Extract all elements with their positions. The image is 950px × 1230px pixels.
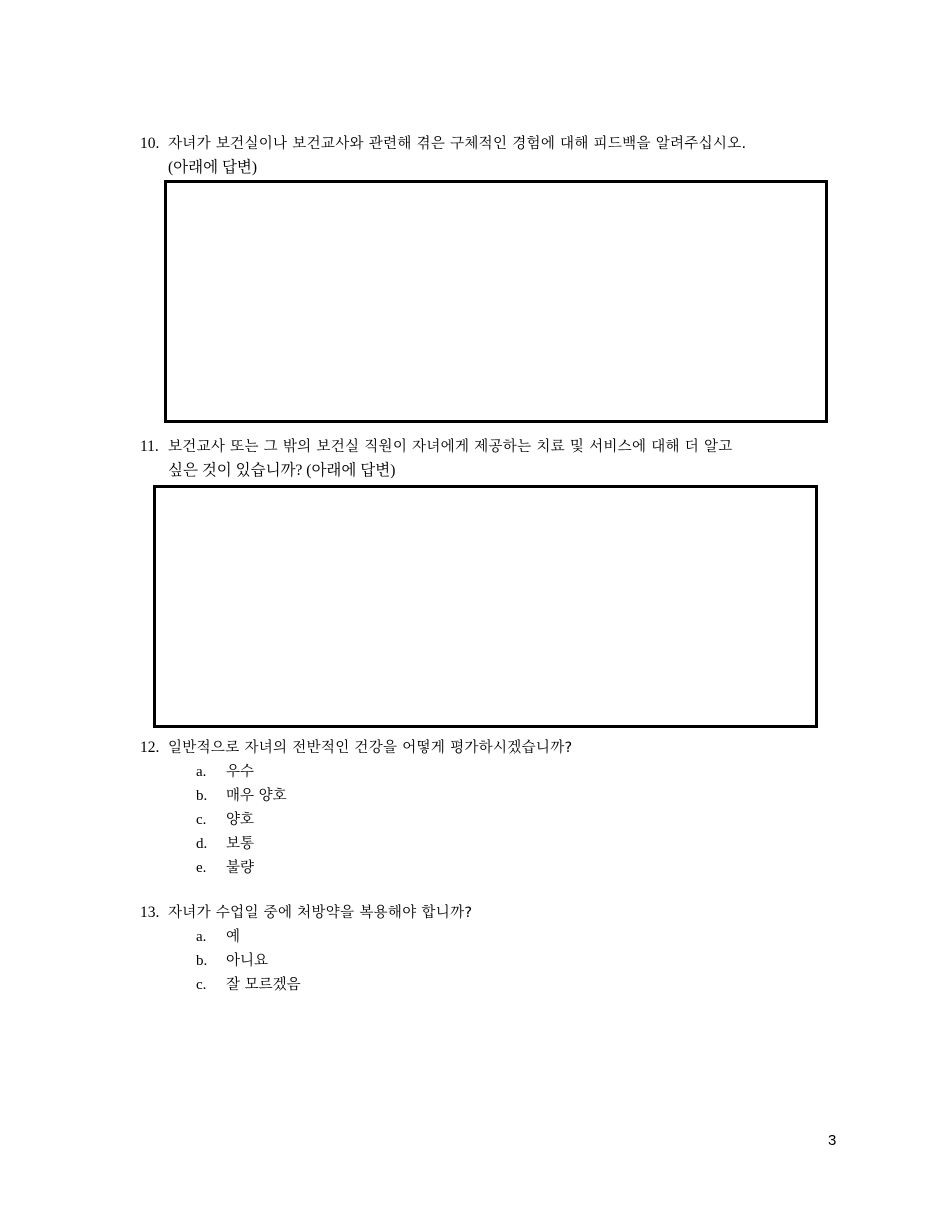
answer-box-11[interactable] xyxy=(153,485,818,728)
question-text: 자녀가 수업일 중에 처방약을 복용해야 합니까? xyxy=(168,905,473,921)
question-number: 10. xyxy=(140,135,160,152)
option-13c[interactable]: c. 잘 모르겠음 xyxy=(196,977,301,993)
question-text: 보건교사 또는 그 밖의 보건실 직원이 자녀에게 제공하는 치료 및 서비스에 대해 더 알고 xyxy=(168,439,733,455)
question-number: 11. xyxy=(140,438,159,455)
option-12c[interactable]: c. 양호 xyxy=(196,812,255,828)
option-label: 잘 모르겠음 xyxy=(226,977,301,993)
option-label: 불량 xyxy=(226,860,255,876)
question-10 xyxy=(140,132,860,180)
option-12d[interactable]: d. 보통 xyxy=(196,836,255,852)
question-text-continued: (아래에 답변) xyxy=(168,159,258,176)
option-label: 매우 양호 xyxy=(226,788,287,804)
page-number: 3 xyxy=(828,1132,837,1149)
option-12b[interactable]: b. 매우 양호 xyxy=(196,788,287,804)
option-label: 보통 xyxy=(226,836,255,852)
question-text: 자녀가 보건실이나 보건교사와 관련해 겪은 구체적인 경험에 대해 피드백을 알려주십시오. xyxy=(168,136,747,152)
answer-box-10[interactable] xyxy=(164,180,828,423)
option-13b[interactable]: b. 아니요 xyxy=(196,953,269,969)
question-11 xyxy=(140,435,860,483)
question-12 xyxy=(140,736,860,760)
question-13 xyxy=(140,901,860,925)
question-text-continued: 싶은 것이 있습니까? (아래에 답변) xyxy=(168,462,396,479)
option-label: 양호 xyxy=(226,812,255,828)
option-label: 아니요 xyxy=(226,953,269,969)
option-13a[interactable]: a. 예 xyxy=(196,929,241,945)
option-label: 우수 xyxy=(226,764,255,780)
question-number: 12. xyxy=(140,739,160,756)
option-12e[interactable]: e. 불량 xyxy=(196,860,255,876)
option-12a[interactable]: a. 우수 xyxy=(196,764,255,780)
option-label: 예 xyxy=(226,929,241,945)
question-text: 일반적으로 자녀의 전반적인 건강을 어떻게 평가하시겠습니까? xyxy=(168,740,573,756)
question-number: 13. xyxy=(140,904,160,921)
